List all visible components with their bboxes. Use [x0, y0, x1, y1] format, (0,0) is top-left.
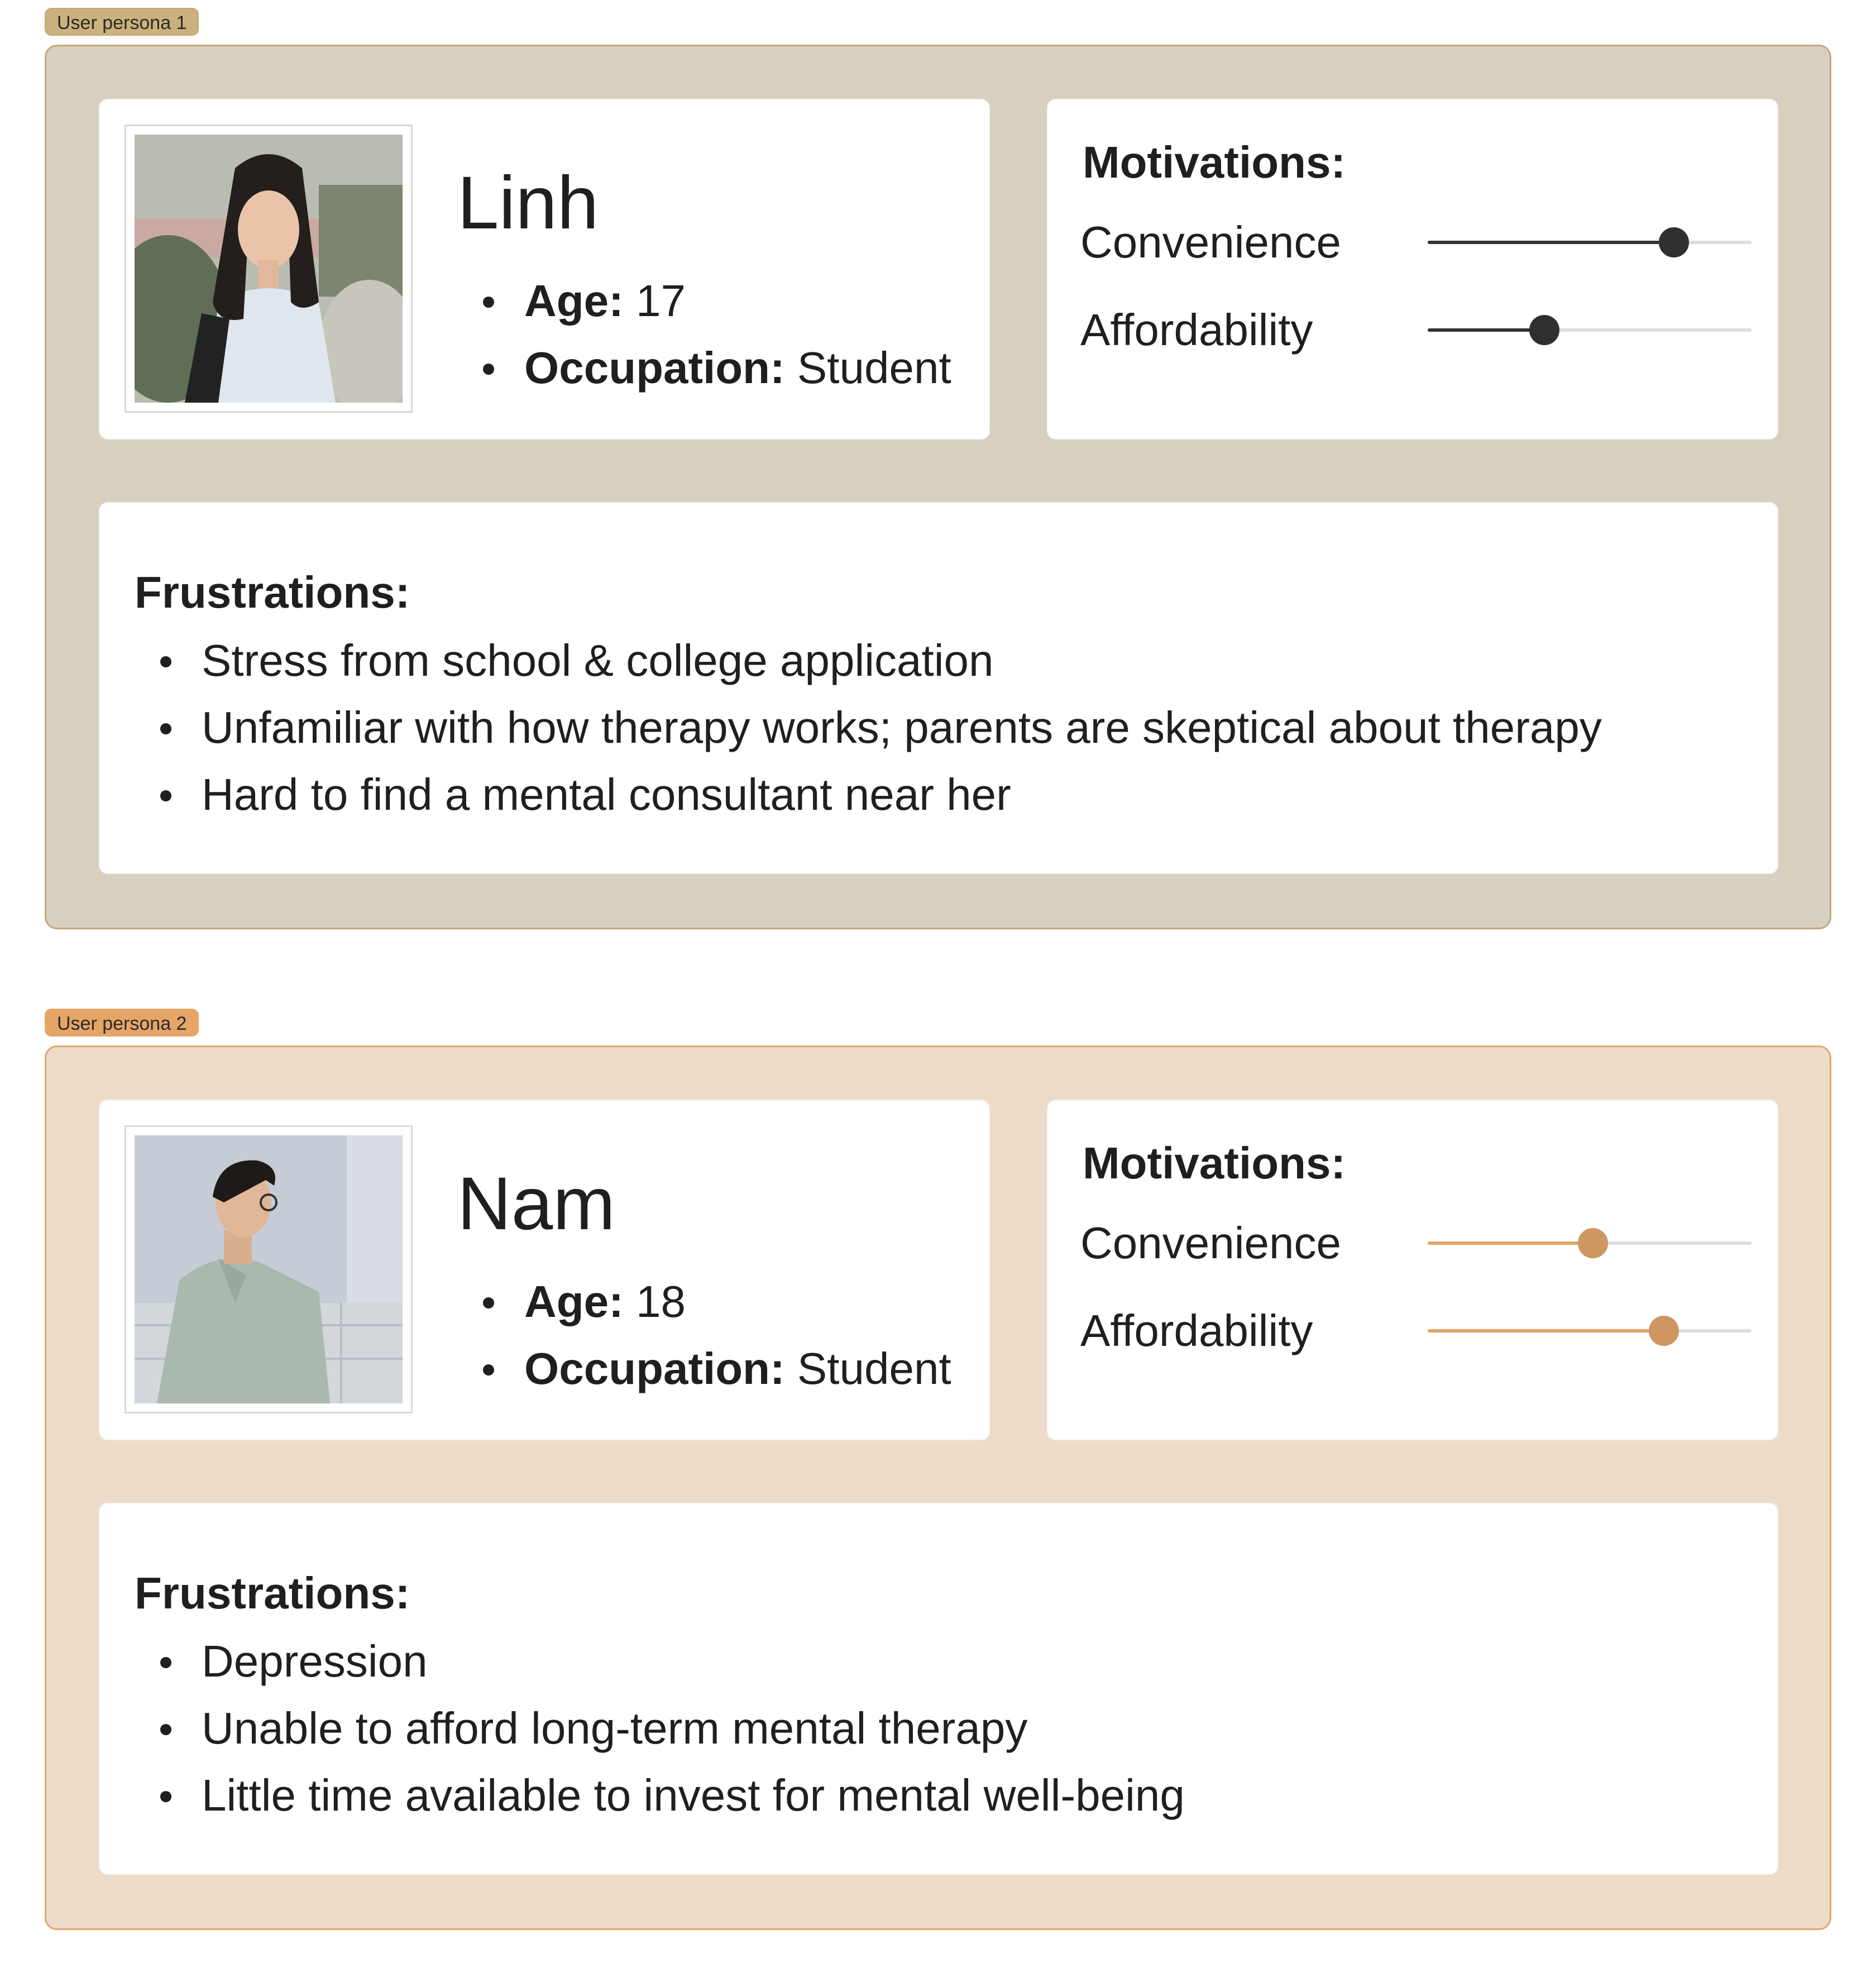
list-item: Unable to afford long-term mental therapy — [135, 1695, 1185, 1762]
motivation-row-convenience — [1080, 212, 1762, 273]
age-fact: Age: 18 — [457, 1268, 951, 1335]
persona-1-tag: User persona 1 — [45, 8, 199, 36]
frustrations-list — [135, 1628, 1185, 1829]
slider-knob[interactable] — [1659, 227, 1689, 257]
motivation-label: Affordability — [1080, 1306, 1313, 1355]
profile-card — [99, 99, 990, 440]
motivations-title: Motivations: — [1083, 137, 1346, 187]
persona-photo-frame — [125, 125, 413, 413]
list-item: Stress from school & college application — [135, 627, 1602, 694]
portrait-boy-photo — [135, 1135, 403, 1403]
frustrations-card — [99, 502, 1778, 874]
list-item: Unfamiliar with how therapy works; parents are skeptical about therapy — [135, 694, 1602, 761]
motivation-label: Convenience — [1080, 1218, 1341, 1268]
frustrations-title: Frustrations: — [135, 567, 410, 617]
motivations-title: Motivations: — [1083, 1138, 1346, 1188]
convenience-slider[interactable] — [1428, 1241, 1751, 1245]
motivation-row-convenience — [1080, 1212, 1762, 1274]
profile-card — [99, 1100, 990, 1440]
slider-knob[interactable] — [1649, 1316, 1679, 1346]
affordability-slider[interactable] — [1428, 1329, 1751, 1333]
frustrations-list — [135, 627, 1602, 828]
persona-2-frame — [45, 1045, 1831, 1930]
occupation-fact: Occupation: Student — [457, 335, 951, 402]
persona-2-tag: User persona 2 — [45, 1009, 199, 1037]
persona-facts — [457, 268, 951, 402]
slider-fill — [1428, 1329, 1664, 1333]
frustrations-title: Frustrations: — [135, 1568, 410, 1618]
slider-fill — [1428, 241, 1674, 244]
persona-photo-frame — [125, 1125, 413, 1413]
convenience-slider[interactable] — [1428, 241, 1751, 244]
frustrations-card — [99, 1503, 1778, 1875]
occupation-fact: Occupation: Student — [457, 1335, 951, 1402]
persona-1-frame — [45, 45, 1831, 929]
slider-fill — [1428, 1241, 1593, 1245]
motivation-label: Convenience — [1080, 217, 1341, 267]
portrait-girl-photo — [135, 135, 403, 403]
persona-facts — [457, 1268, 951, 1402]
list-item: Hard to find a mental consultant near her — [135, 761, 1602, 828]
motivation-label: Affordability — [1080, 305, 1313, 355]
motivations-card — [1047, 1100, 1778, 1440]
motivation-row-affordability — [1080, 1300, 1762, 1362]
motivations-card — [1047, 99, 1778, 440]
motivation-row-affordability — [1080, 299, 1762, 361]
persona-name: Linh — [457, 161, 599, 245]
affordability-slider[interactable] — [1428, 328, 1751, 332]
slider-fill — [1428, 328, 1544, 332]
slider-knob[interactable] — [1578, 1228, 1608, 1258]
list-item: Depression — [135, 1628, 1185, 1695]
slider-knob[interactable] — [1529, 315, 1559, 345]
age-fact: Age: 17 — [457, 268, 951, 335]
list-item: Little time available to invest for mental well-being — [135, 1762, 1185, 1829]
persona-name: Nam — [457, 1162, 615, 1245]
